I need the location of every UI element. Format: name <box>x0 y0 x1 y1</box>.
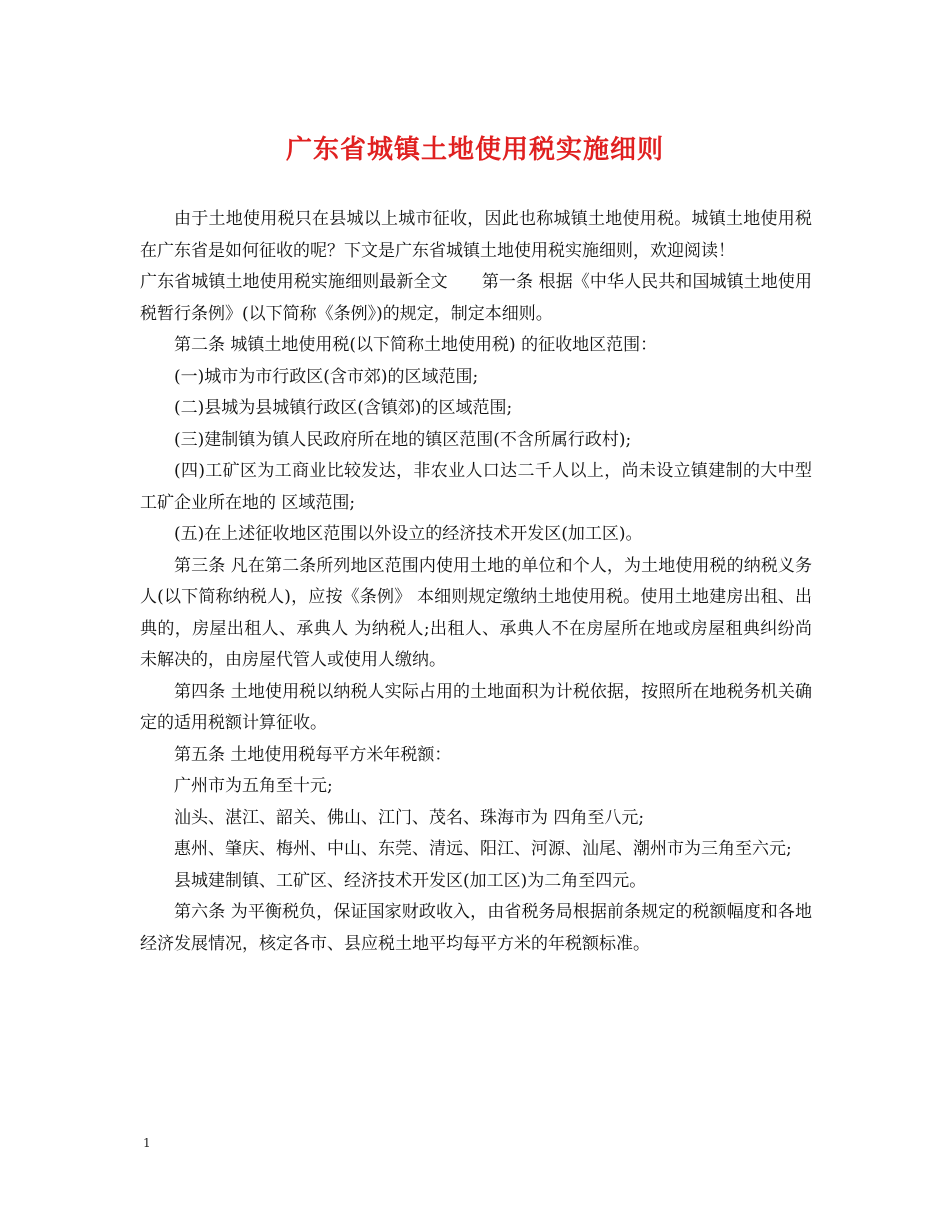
paragraph-item-2: (二)县城为县城镇行政区(含镇郊)的区域范围; <box>174 398 513 418</box>
paragraph-intro: 由于土地使用税只在县城以上城市征收，因此也称城镇土地使用税。城镇土地使用税在广东省是如何征收的呢？下文是广东省城镇土地使用税实施细则，欢迎阅读！ <box>140 209 812 261</box>
paragraph-article-3: 第三条 凡在第二条所列地区范围内使用土地的单位和个人，为土地使用税的纳税义务人(以下简称纳税人)，应按《条例》 本细则规定缴纳土地使用税。使用土地建房出租、出典的，房屋出租人、承典人 为纳税人;出租人、承典人不在房屋所在地或房屋租典纠纷尚未解决的，由房屋代管人或使用人缴纳。 <box>140 555 812 670</box>
paragraph-article-2: 第二条 城镇土地使用税(以下简称土地使用税) 的征收地区范围： <box>174 335 658 355</box>
paragraph-rate-group-3: 惠州、肇庆、梅州、中山、东莞、清远、阳江、河源、汕尾、潮州市为三角至六元; <box>174 839 792 859</box>
paragraph-article-1: 广东省城镇土地使用税实施细则最新全文 第一条 根据《中华人民共和国城镇土地使用税暂行条例》(以下简称《条例》)的规定，制定本细则。 <box>140 272 812 324</box>
paragraph-rate-group-4: 县城建制镇、工矿区、经济技术开发区(加工区)为二角至四元。 <box>174 870 647 891</box>
document-body <box>140 204 812 960</box>
page-number: 1 <box>143 1136 151 1150</box>
paragraph-item-5: (五)在上述征收地区范围以外设立的经济技术开发区(加工区)。 <box>174 524 643 544</box>
paragraph-article-5: 第五条 土地使用税每平方米年税额： <box>174 744 452 765</box>
paragraph-article-6: 第六条 为平衡税负，保证国家财政收入，由省税务局根据前条规定的税额幅度和各地经济发展情况，核定各市、县应税土地平均每平方米的年税额标准。 <box>140 902 812 954</box>
paragraph-rate-group-2: 汕头、湛江、韶关、佛山、江门、茂名、珠海市为 四角至八元; <box>174 807 645 828</box>
paragraph-item-4: (四)工矿区为工商业比较发达，非农业人口达二千人以上，尚未设立镇建制的大中型工矿企业所在地的 区域范围; <box>140 461 812 513</box>
paragraph-item-1: (一)城市为市行政区(含市郊)的区域范围; <box>174 366 479 387</box>
paragraph-article-4: 第四条 土地使用税以纳税人实际占用的土地面积为计税依据，按照所在地税务机关确定的适用税额计算征收。 <box>140 681 812 733</box>
paragraph-item-3: (三)建制镇为镇人民政府所在地的镇区范围(不含所属行政村); <box>174 429 632 450</box>
document-title: 广东省城镇土地使用税实施细则 <box>285 135 664 165</box>
paragraph-rate-guangzhou: 广州市为五角至十元; <box>174 776 333 796</box>
